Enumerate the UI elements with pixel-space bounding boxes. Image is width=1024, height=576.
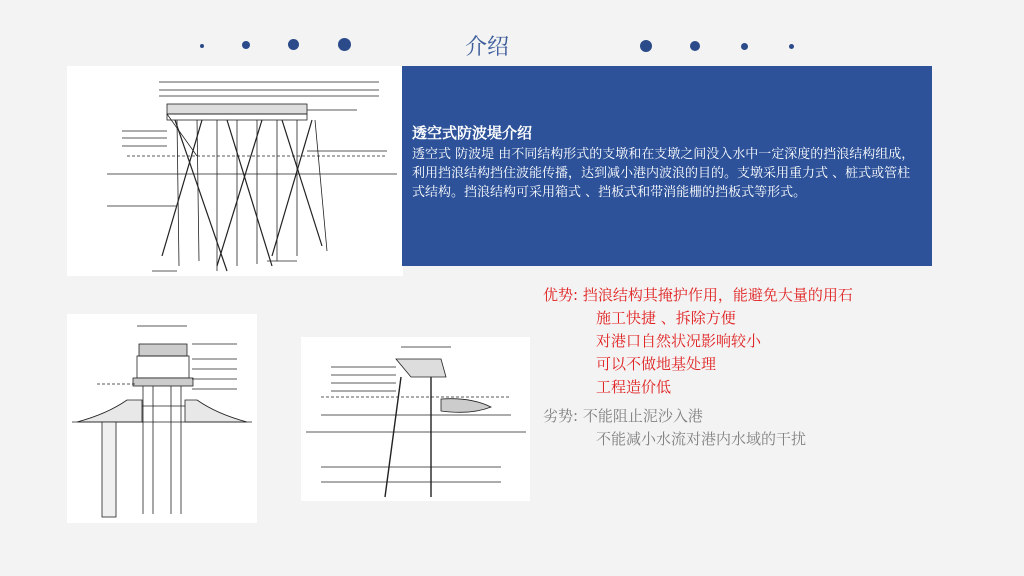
diagram-pier-section xyxy=(67,314,257,523)
page-title: 介绍 xyxy=(464,35,509,60)
disadvantage-row xyxy=(543,405,806,428)
decor-dot xyxy=(242,41,250,49)
decor-dot xyxy=(741,43,748,50)
advantages-label: 优势: xyxy=(543,286,579,304)
advantage-item: 可以不做地基处理 xyxy=(596,355,717,373)
decor-dot xyxy=(288,39,299,50)
advantage-item: 对港口自然状况影响较小 xyxy=(596,332,762,350)
intro-panel xyxy=(402,66,932,266)
decor-dot xyxy=(200,44,204,48)
advantage-item: 施工快捷 、拆除方便 xyxy=(596,309,736,327)
decor-dot xyxy=(338,38,351,51)
advantage-item: 工程造价低 xyxy=(596,378,672,396)
disadvantage-item: 不能减小水流对港内水域的干扰 xyxy=(596,430,807,448)
panel-heading: 透空式防波堤介绍 xyxy=(412,124,533,142)
advantage-row xyxy=(543,284,853,307)
disadvantages-list xyxy=(543,405,806,451)
advantage-item: 挡浪结构其掩护作用，能避免大量的用石 xyxy=(582,286,853,304)
panel-body: 透空式 防波堤 由不同结构形式的支墩和在支墩之间没入水中一定深度的挡浪结构组成， 利用挡浪结构挡住波能传播，达到减小港内波浪的目的。支墩采用重力式 、桩式或管柱式结构。挡浪结构可采用箱式 、挡板式和带消能栅的挡板式等形式。 xyxy=(412,147,915,200)
diagram-curtain-wall xyxy=(301,337,530,501)
decor-dot xyxy=(690,41,700,51)
advantages-list xyxy=(543,284,853,399)
decor-dot xyxy=(789,44,794,49)
decor-dot xyxy=(640,40,652,52)
disadvantages-label: 劣势: xyxy=(543,407,579,425)
diagram-pile-breakwater xyxy=(67,66,403,276)
disadvantage-item: 不能阻止泥沙入港 xyxy=(582,407,703,425)
